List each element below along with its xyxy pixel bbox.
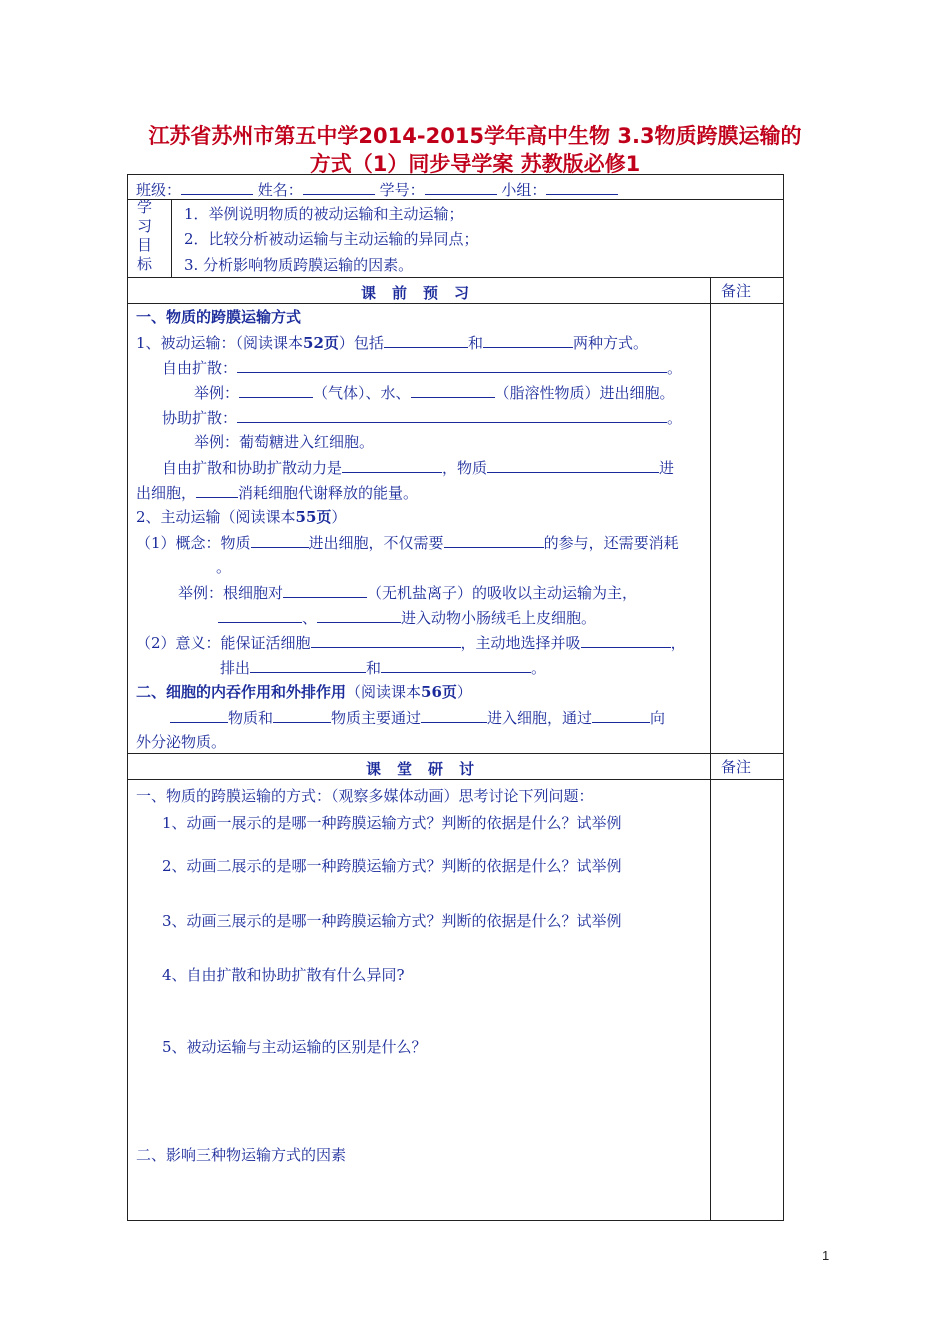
class-label: 班级： bbox=[136, 181, 182, 199]
significance-line: （2）意义：能保证活细胞 ，主动地选择并吸 ， bbox=[136, 634, 686, 652]
student-no-label: 学号： bbox=[379, 181, 425, 199]
blank-field[interactable] bbox=[317, 607, 401, 623]
classroom-section-header: 课堂研讨 bbox=[366, 760, 491, 778]
discussion-question: 2、动画二展示的是哪一种跨膜运输方式？判断的依据是什么？试举例 bbox=[162, 857, 622, 875]
blank-field[interactable] bbox=[237, 357, 667, 373]
blank-field[interactable] bbox=[487, 457, 659, 473]
example-line: 举例：葡萄糖进入红细胞。 bbox=[194, 433, 375, 451]
blank-field[interactable] bbox=[592, 707, 650, 723]
blank-field[interactable] bbox=[239, 382, 313, 398]
notes-header: 备注 bbox=[721, 282, 752, 300]
objective-item: 2．比较分析被动运输与主动运输的异同点； bbox=[184, 230, 479, 248]
group-field[interactable] bbox=[546, 179, 618, 195]
concept-line: （1）概念：物质 进出细胞，不仅需要 的参与，还需要消耗 bbox=[136, 534, 679, 552]
example-line: 举例： （气体）、水、 （脂溶性物质）进出细胞。 bbox=[194, 384, 675, 402]
name-field[interactable] bbox=[303, 179, 375, 195]
blank-field[interactable] bbox=[384, 332, 468, 348]
discussion-question: 1、动画一展示的是哪一种跨膜运输方式？判断的依据是什么？试举例 bbox=[162, 814, 622, 832]
student-no-field[interactable] bbox=[425, 179, 497, 195]
blank-field[interactable] bbox=[251, 532, 309, 548]
blank-field[interactable] bbox=[170, 707, 228, 723]
blank-field[interactable] bbox=[237, 407, 667, 423]
info-row bbox=[136, 179, 618, 200]
objective-item: 1．举例说明物质的被动运输和主动运输； bbox=[184, 205, 464, 223]
blank-field[interactable] bbox=[250, 657, 366, 673]
row-divider bbox=[127, 303, 784, 304]
objectives-label: 学 习 目 标 bbox=[137, 198, 153, 273]
blank-field[interactable] bbox=[444, 532, 544, 548]
example-line-2: 、 进入动物小肠绒毛上皮细胞。 bbox=[218, 607, 596, 628]
discussion-question: 3、动画三展示的是哪一种跨膜运输方式？判断的依据是什么？试举例 bbox=[162, 912, 622, 930]
document-title-line2: 方式（1）同步导学案 苏教版必修1 bbox=[309, 152, 641, 176]
blank-field[interactable] bbox=[421, 707, 487, 723]
section-heading: 一、物质的跨膜运输方式 bbox=[136, 308, 302, 326]
blank-field[interactable] bbox=[483, 332, 573, 348]
section-heading: 二、细胞的内吞作用和外排作用（阅读课本56页） bbox=[136, 683, 472, 701]
blank-field[interactable] bbox=[218, 607, 302, 623]
driving-force-line-2: 出细胞， 消耗细胞代谢释放的能量。 bbox=[136, 484, 419, 502]
facilitated-diffusion-line: 协助扩散： 。 bbox=[162, 409, 683, 427]
significance-line-2: 排出 和 。 bbox=[220, 659, 547, 677]
blank-field[interactable] bbox=[196, 482, 238, 498]
blank-field[interactable] bbox=[381, 657, 531, 673]
passive-transport-line: 1、被动运输：（阅读课本52页）包括 和 两种方式。 bbox=[136, 334, 648, 352]
objective-item: 3. 分析影响物质跨膜运输的因素。 bbox=[184, 256, 414, 274]
notes-column-divider bbox=[710, 277, 711, 1221]
name-label: 姓名： bbox=[257, 181, 303, 199]
class-field[interactable] bbox=[181, 179, 253, 195]
page-number: 1 bbox=[822, 1248, 830, 1263]
preview-section-header: 课前预习 bbox=[361, 284, 486, 302]
discussion-question: 4、自由扩散和协助扩散有什么异同? bbox=[162, 966, 405, 984]
objectives-divider bbox=[171, 199, 172, 277]
row-divider bbox=[127, 779, 784, 780]
endocytosis-line: 物质和 物质主要通过 进入细胞，通过 向 bbox=[170, 707, 665, 728]
document-title-line1: 江苏省苏州市第五中学2014-2015学年高中生物 3.3物质跨膜运输的 bbox=[148, 124, 802, 148]
blank-field[interactable] bbox=[273, 707, 331, 723]
group-label: 小组： bbox=[501, 181, 547, 199]
notes-header: 备注 bbox=[721, 758, 752, 776]
endocytosis-line-2: 外分泌物质。 bbox=[136, 733, 227, 751]
concept-line-end: 。 bbox=[216, 558, 232, 576]
blank-field[interactable] bbox=[342, 457, 442, 473]
discussion-part2: 二、影响三种物运输方式的因素 bbox=[136, 1146, 347, 1164]
active-transport-line: 2、主动运输（阅读课本55页） bbox=[136, 508, 347, 526]
blank-field[interactable] bbox=[411, 382, 495, 398]
blank-field[interactable] bbox=[311, 632, 461, 648]
free-diffusion-line: 自由扩散： 。 bbox=[162, 359, 683, 377]
row-divider bbox=[127, 753, 784, 754]
blank-field[interactable] bbox=[283, 582, 367, 598]
driving-force-line: 自由扩散和协助扩散动力是 ，物质 进 bbox=[162, 459, 675, 477]
discussion-intro: 一、物质的跨膜运输的方式：（观察多媒体动画）思考讨论下列问题： bbox=[136, 787, 594, 805]
example-line: 举例：根细胞对 （无机盐离子）的吸收以主动运输为主， bbox=[178, 584, 638, 602]
row-divider bbox=[127, 277, 784, 278]
discussion-question: 5、被动运输与主动运输的区别是什么？ bbox=[162, 1038, 427, 1056]
blank-field[interactable] bbox=[581, 632, 671, 648]
